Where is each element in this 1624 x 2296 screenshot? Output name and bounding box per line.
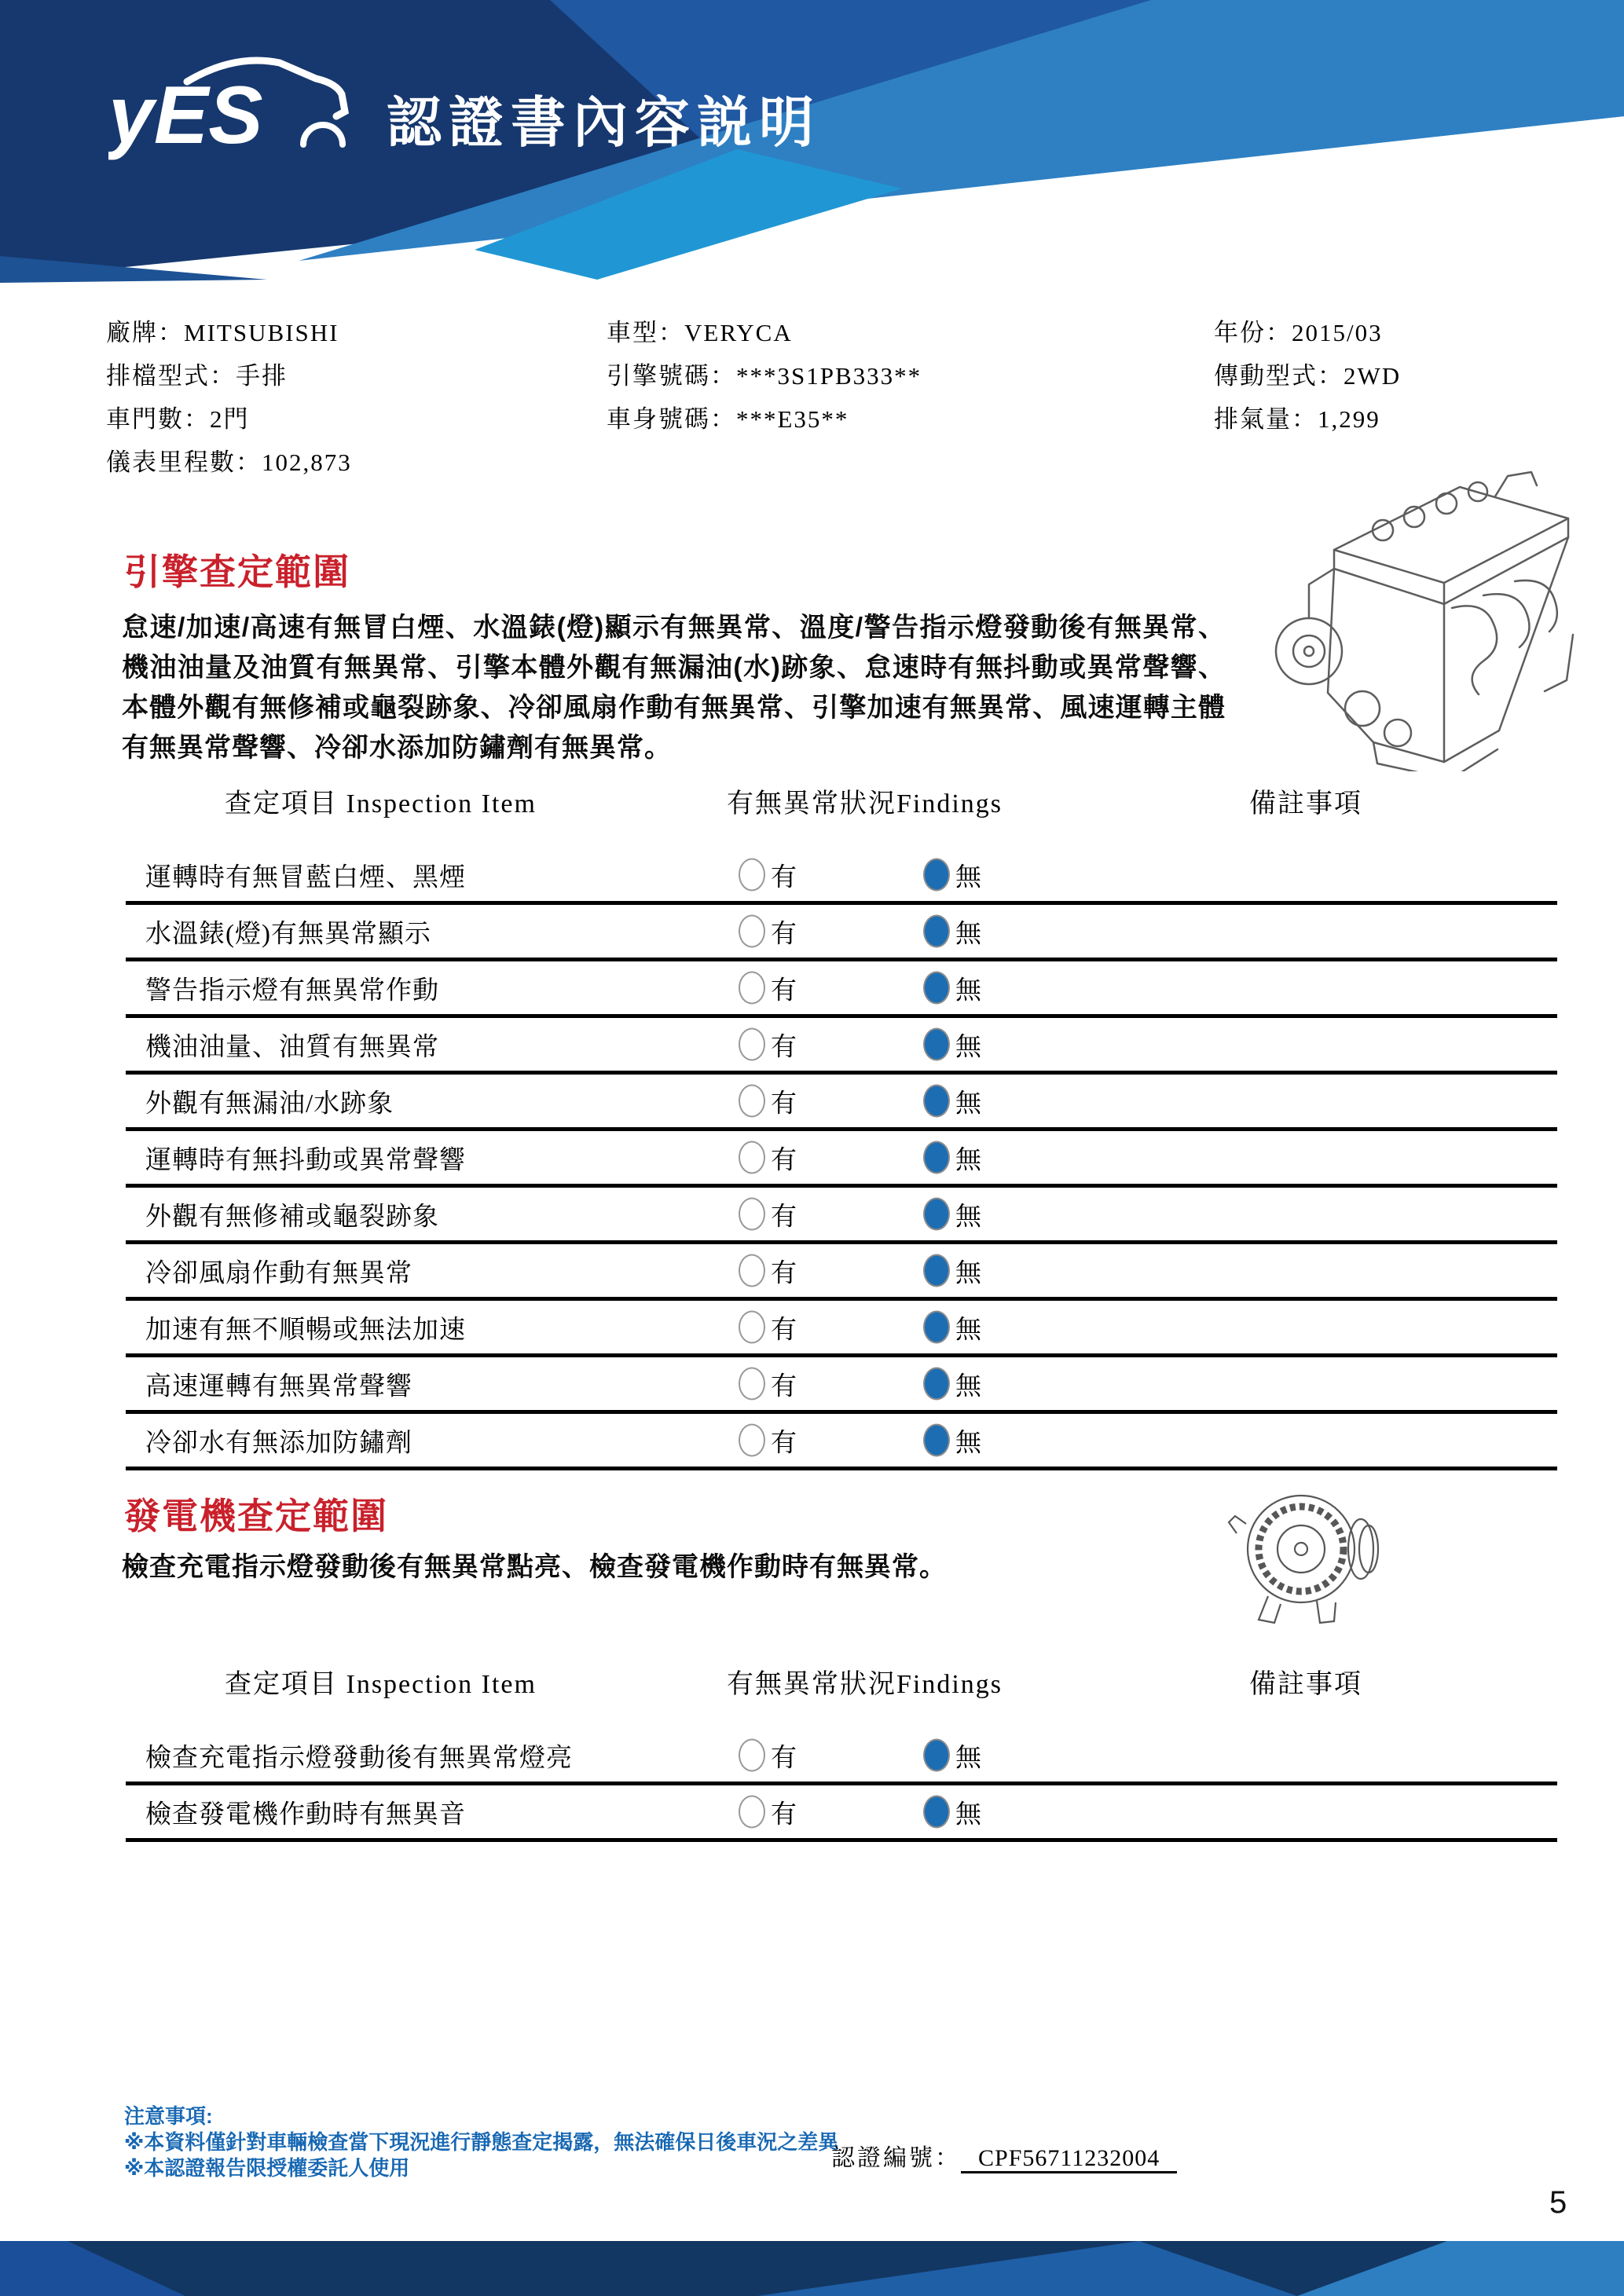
radio-no-selected[interactable]: [923, 1739, 950, 1772]
table-row: 檢查發電機作動時有無異音 有 無: [126, 1785, 1557, 1842]
radio-no-selected[interactable]: [923, 972, 950, 1005]
table-row: 機油油量、油質有無異常 有 無: [126, 1018, 1557, 1075]
vehicle-info-col1: [106, 311, 352, 484]
generator-table-header: [126, 1662, 1557, 1729]
info-year: 年份：2015/03: [1214, 319, 1383, 346]
info-model: 車型：VERYCA: [607, 319, 793, 346]
page-number: 5: [1549, 2185, 1567, 2220]
radio-yes-unselected[interactable]: [739, 1311, 765, 1344]
info-chassis-number: 車身號碼：***E35**: [607, 405, 849, 433]
radio-no-selected[interactable]: [923, 1254, 950, 1287]
radio-yes-unselected[interactable]: [739, 1796, 765, 1829]
radio-yes-unselected[interactable]: [739, 1368, 765, 1401]
radio-yes-unselected[interactable]: [739, 1028, 765, 1061]
table-row: 高速運轉有無異常聲響 有 無: [126, 1357, 1557, 1414]
column-header-remarks: 備註事項: [1249, 789, 1362, 818]
radio-no-selected[interactable]: [923, 915, 950, 948]
radio-no-selected[interactable]: [923, 1085, 950, 1118]
table-row: 外觀有無修補或龜裂跡象 有 無: [126, 1188, 1557, 1244]
radio-yes-unselected[interactable]: [739, 859, 765, 892]
vehicle-info-col3: [1214, 311, 1401, 441]
generator-table-rows: [126, 1729, 1557, 1842]
radio-yes-unselected[interactable]: [739, 1085, 765, 1118]
radio-no-selected[interactable]: [923, 1368, 950, 1401]
generator-section-description: 檢查充電指示燈發動後有無異常點亮、檢查發電機作動時有無異常。: [122, 1552, 947, 1582]
certificate-number-label: 認證編號: [831, 2145, 935, 2171]
engine-inspection-table: [126, 782, 1557, 1470]
engine-section-description: 怠速/加速/高速有無冒白煙、水溫錶(燈)顯示有無異常、溫度/警告指示燈發動後有無異常、機油油量及油質有無異常、引擎本體外觀有無漏油(水)跡象、怠速時有無抖動或異常聲響、本體外觀有無修補或龜裂跡象、冷卻風扇作動有無異常、引擎加速有無異常、風速運轉主體有無異常聲響、冷卻水添加防鏽劑有無異常。: [122, 613, 1226, 763]
radio-yes-unselected[interactable]: [739, 1141, 765, 1174]
notes-title: 注意事項:: [124, 2104, 213, 2128]
vehicle-info-col2: [607, 311, 922, 441]
table-row: 運轉時有無冒藍白煙、黑煙 有 無: [126, 848, 1557, 905]
table-row: 檢查充電指示燈發動後有無異常燈亮 有 無: [126, 1729, 1557, 1785]
radio-yes-unselected[interactable]: [739, 1424, 765, 1457]
table-row: 水溫錶(燈)有無異常顯示 有 無: [126, 905, 1557, 961]
radio-yes-unselected[interactable]: [739, 1198, 765, 1231]
info-transmission-type: 排檔型式：手排: [106, 362, 288, 390]
radio-no-selected[interactable]: [923, 1198, 950, 1231]
engine-section-title: 引擎查定範圍: [124, 551, 350, 592]
note-line: ※本認證報告限授權委託人使用: [124, 2156, 410, 2180]
radio-no-selected[interactable]: [923, 1141, 950, 1174]
column-header-remarks: 備註事項: [1249, 1670, 1362, 1699]
footer-banner: [0, 2241, 1624, 2296]
car-wheel-icon: [303, 125, 343, 145]
radio-no-selected[interactable]: [923, 1796, 950, 1829]
generator-section-title: 發電機查定範圍: [124, 1496, 388, 1536]
radio-yes-unselected[interactable]: [739, 915, 765, 948]
table-row: 冷卻風扇作動有無異常 有 無: [126, 1244, 1557, 1301]
info-odometer: 儀表里程數：102,873: [106, 449, 352, 476]
certificate-number: 認證編號： CPF56711232004: [831, 2138, 1177, 2173]
column-header-item: 查定項目 Inspection Item: [225, 789, 537, 818]
table-row: 運轉時有無抖動或異常聲響 有 無: [126, 1131, 1557, 1188]
column-header-findings: 有無異常狀況Findings: [727, 789, 1003, 818]
page-title: 認證書內容説明: [387, 92, 821, 153]
yes-logo: [108, 49, 379, 170]
notes-block: [124, 2104, 838, 2181]
generator-inspection-table: [126, 1662, 1557, 1842]
column-header-findings: 有無異常狀況Findings: [727, 1670, 1003, 1699]
radio-no-selected[interactable]: [923, 1311, 950, 1344]
certificate-number-value: CPF56711232004: [961, 2145, 1177, 2173]
table-row: 警告指示燈有無異常作動 有 無: [126, 961, 1557, 1018]
info-door-count: 車門數：2門: [106, 405, 250, 433]
engine-table-header: [126, 782, 1557, 848]
column-header-item: 查定項目 Inspection Item: [225, 1670, 537, 1699]
table-row: 外觀有無漏油/水跡象 有 無: [126, 1075, 1557, 1131]
info-engine-number: 引擎號碼：***3S1PB333**: [607, 362, 922, 390]
radio-no-selected[interactable]: [923, 1028, 950, 1061]
engine-illustration: [1216, 457, 1609, 771]
info-drive-type: 傳動型式：2WD: [1214, 362, 1402, 390]
radio-no-selected[interactable]: [923, 859, 950, 892]
radio-no-selected[interactable]: [923, 1424, 950, 1457]
info-brand: 廠牌：MITSUBISHI: [106, 319, 339, 346]
note-line: ※本資料僅針對車輛檢查當下現況進行靜態查定揭露，無法確保日後車況之差異: [124, 2130, 839, 2154]
info-displacement: 排氣量：1,299: [1214, 405, 1380, 433]
logo-text: yES: [108, 70, 263, 161]
radio-yes-unselected[interactable]: [739, 1739, 765, 1772]
table-row: 冷卻水有無添加防鏽劑 有 無: [126, 1414, 1557, 1470]
engine-table-rows: [126, 848, 1557, 1470]
radio-yes-unselected[interactable]: [739, 972, 765, 1005]
table-row: 加速有無不順暢或無法加速 有 無: [126, 1301, 1557, 1357]
radio-yes-unselected[interactable]: [739, 1254, 765, 1287]
